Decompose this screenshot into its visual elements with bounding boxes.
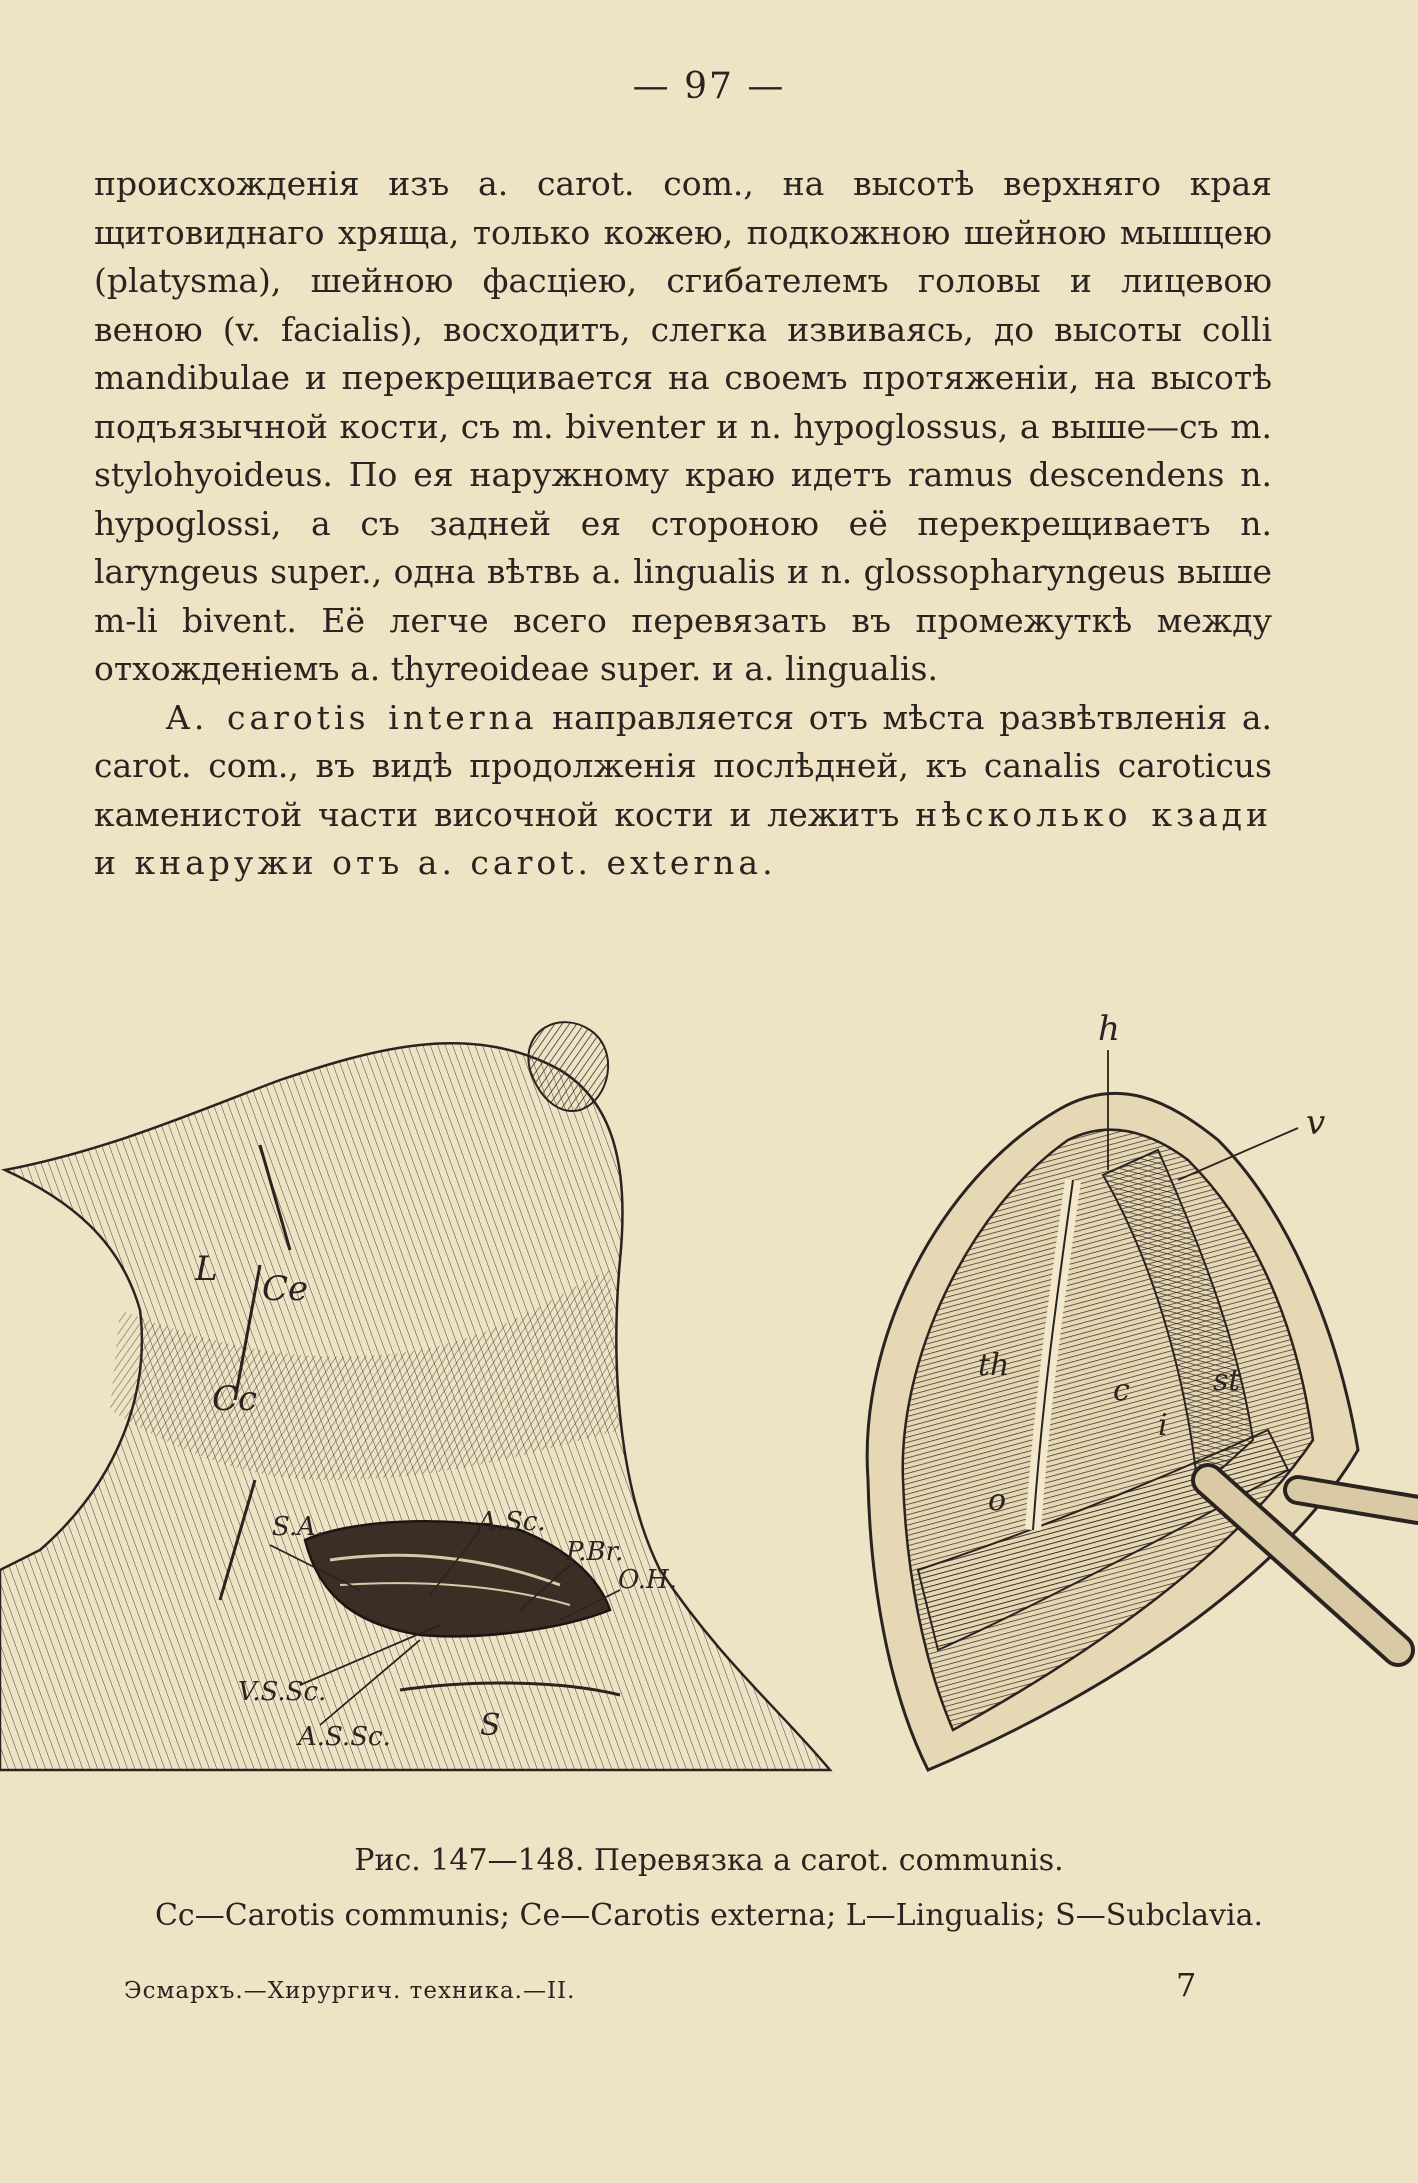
paragraph-2 <box>94 694 1272 888</box>
label-OH: O.H. <box>618 1565 677 1595</box>
label-S: S <box>480 1708 501 1743</box>
body-text <box>94 160 1272 888</box>
label-c: c <box>1113 1373 1130 1408</box>
label-Cc: Cc <box>212 1379 258 1419</box>
page-number: — 97 — <box>632 66 786 107</box>
label-SA: S.A. <box>272 1512 325 1542</box>
label-o: o <box>988 1483 1007 1518</box>
label-Ce: Ce <box>262 1269 309 1309</box>
figures <box>0 1010 1418 1790</box>
figure-147-neck <box>0 1010 860 1790</box>
label-ASc: A.Sc. <box>478 1507 546 1537</box>
label-PBr: P.Br. <box>566 1537 624 1567</box>
label-h: h <box>1098 1010 1120 1049</box>
label-st: st <box>1213 1363 1241 1398</box>
paragraph-2-last-line: нѣсколько кзади и кнаружи отъ a. carot. externa. <box>94 794 1272 882</box>
label-ASSc: A.S.Sc. <box>298 1722 391 1752</box>
term-carotis-interna: A. carotis interna <box>166 697 538 737</box>
paragraph-1: происхожденія изъ a. carot. com., на высотѣ верхняго края щитовиднаго хряща, только кожею, подкожною шейною мышцею (platysma), шейною фасціею, сгибателемъ головы и лицевою веною (v. facialis), восходитъ, слегка извиваясь, до высоты colli mandibulae и перекрещивается на своемъ протяженіи, на высотѣ подъязычной кости, съ m. biventer и n. hypoglossus, а выше—съ m. stylohyoideus. По ея наружному краю идетъ ramus descendens n. hypoglossi, а съ задней ея стороною её перекрещиваетъ n. laryngeus super., одна вѣтвь a. lingualis и n. glossopharyngeus выше m-li bivent. Её легче всего перевязать въ промежуткѣ между отхожденіемъ a. thyreoideae super. и a. lingualis. <box>94 164 1272 688</box>
label-L: L <box>195 1249 218 1289</box>
label-VSSc: V.S.Sc. <box>238 1677 327 1707</box>
label-i: i <box>1158 1408 1168 1443</box>
figure-148-wound <box>858 1010 1418 1790</box>
label-th: th <box>978 1348 1010 1383</box>
signature-mark: 7 <box>1176 1966 1197 2004</box>
figure-caption-title: Рис. 147—148. Перевязка a carot. communis. <box>354 1843 1064 1878</box>
figure-caption-legend: Cc—Carotis communis; Ce—Carotis externa; L—Lingualis; S—Subclavia. <box>154 1898 1264 1933</box>
label-v: v <box>1306 1103 1326 1143</box>
footer-signature: Эсмархъ.—Хирургич. техника.—II. <box>124 1978 576 2004</box>
paragraph-2-text: направляется отъ мѣста развѣтвленія a. carot. com., въ видѣ продолженія послѣдней, къ canalis caroticus каменистой части височной кости и лежитъ <box>94 697 1273 834</box>
